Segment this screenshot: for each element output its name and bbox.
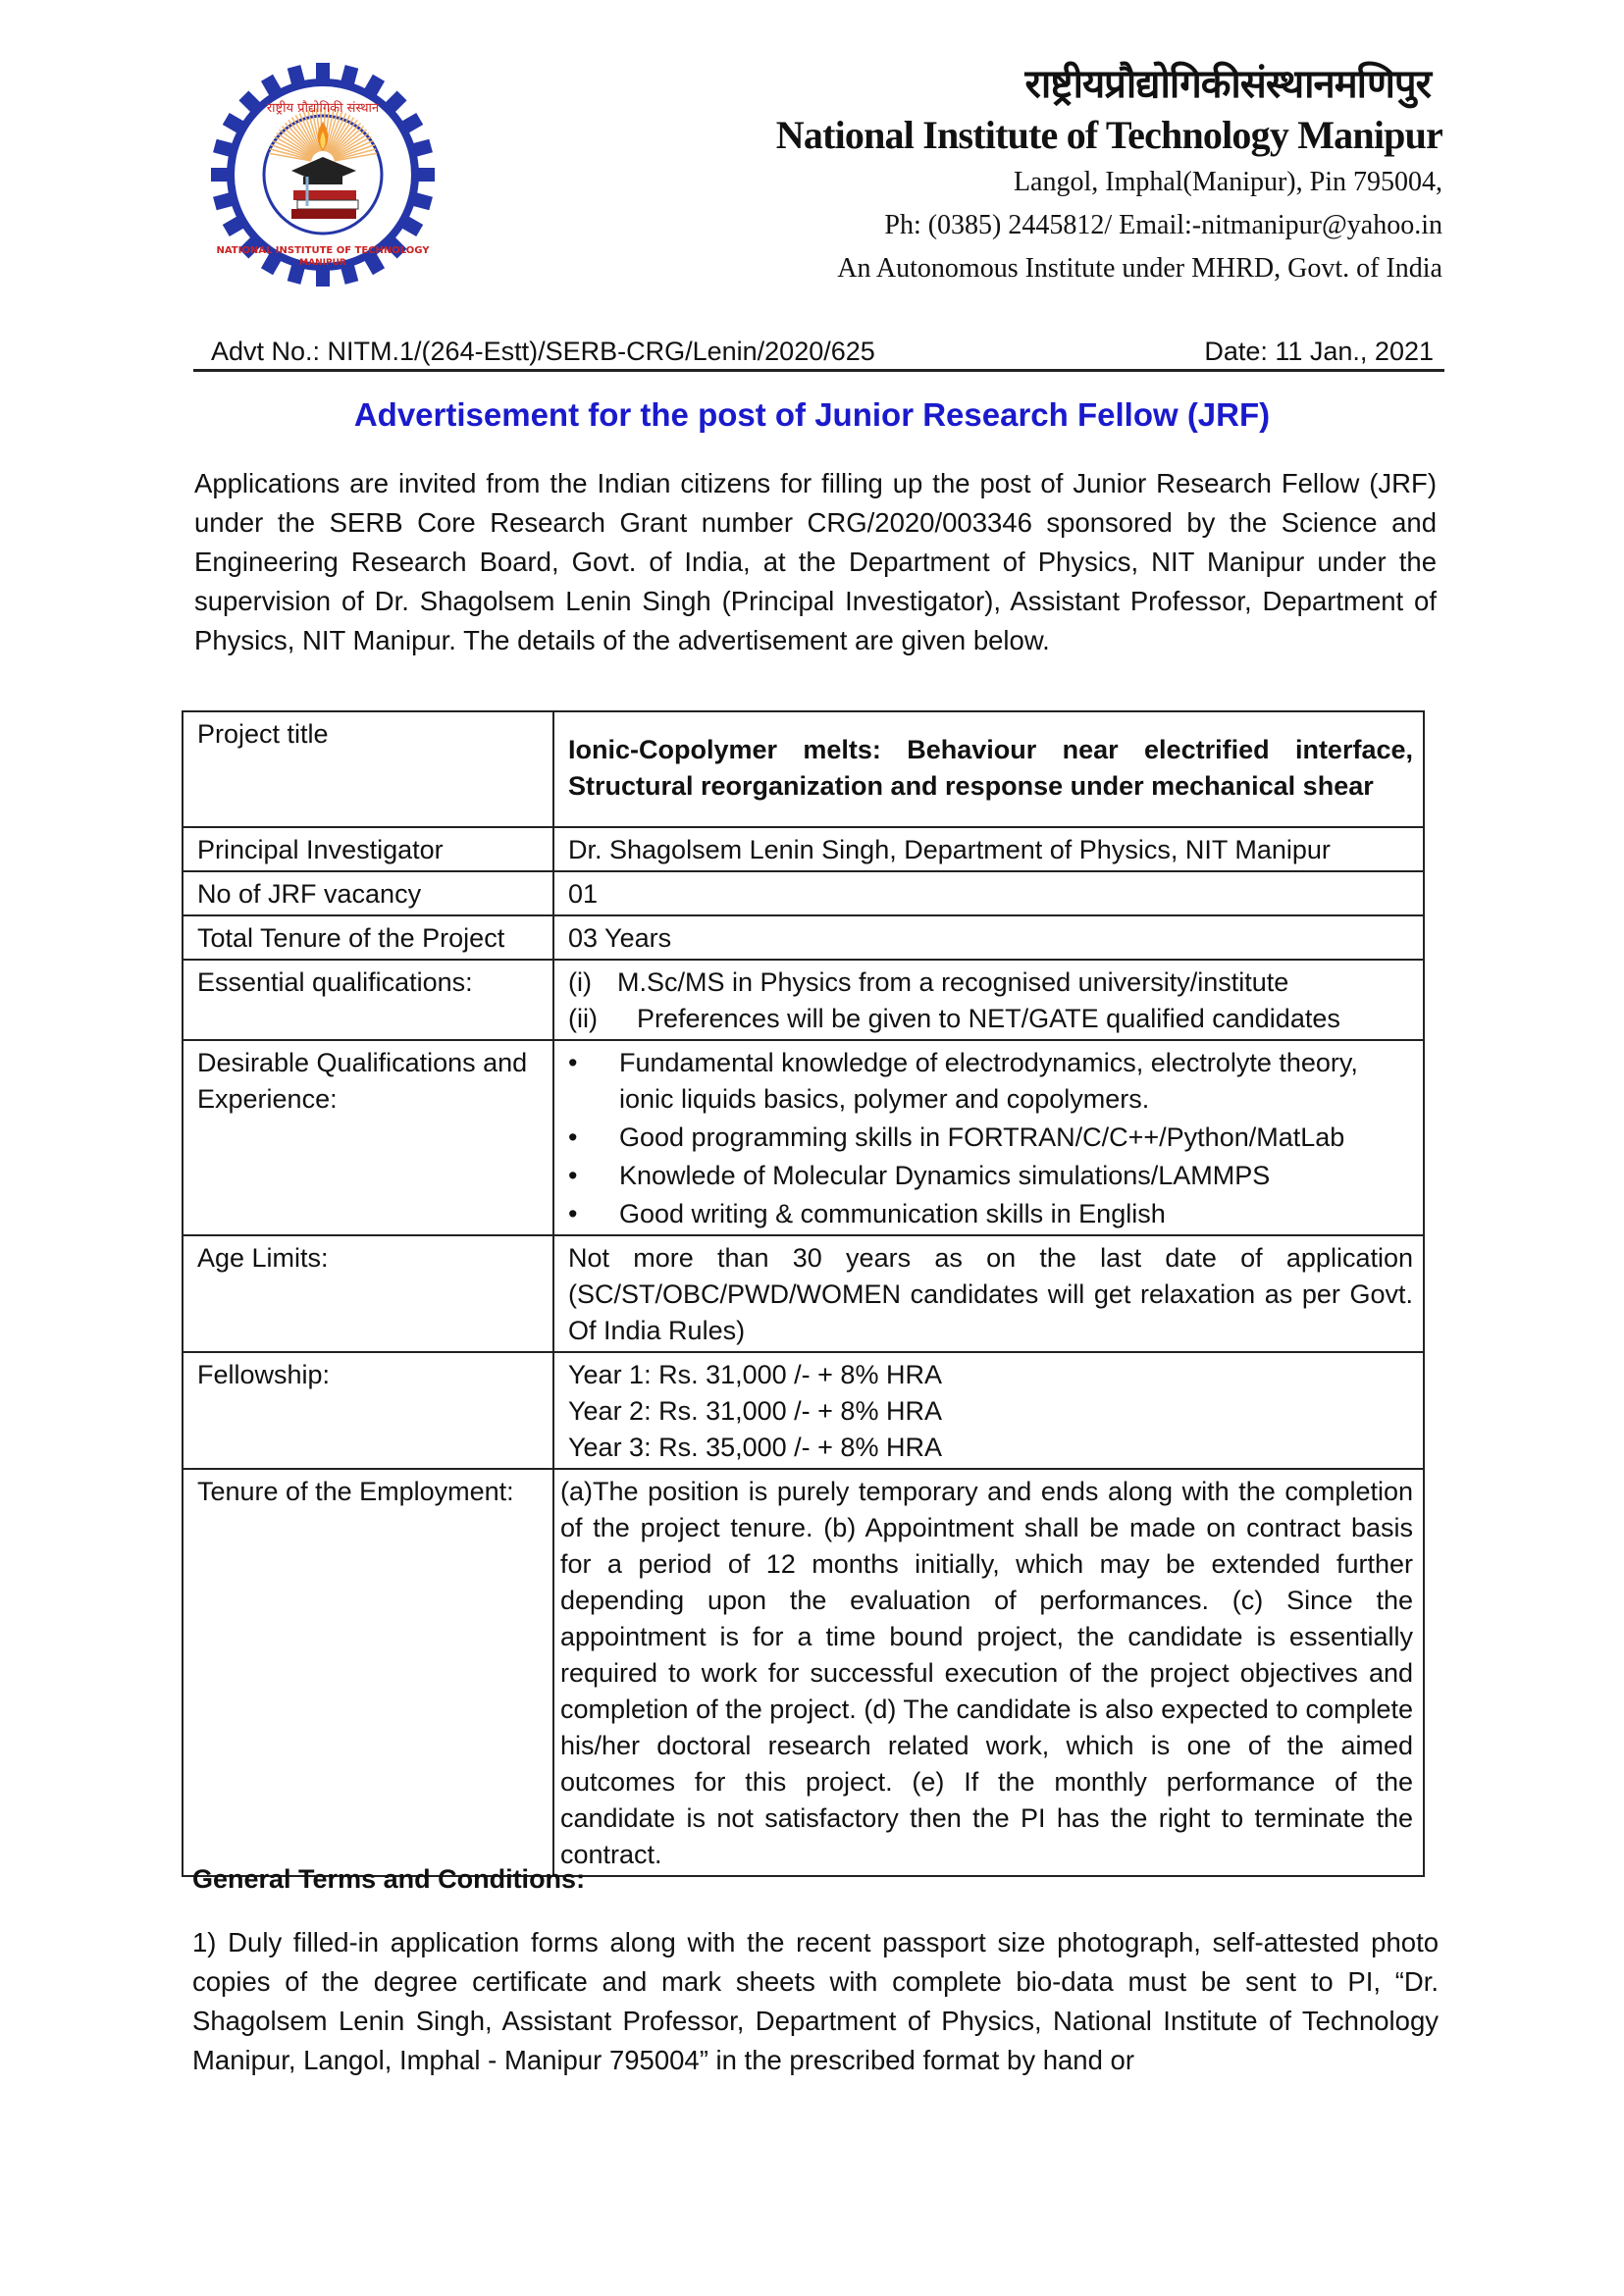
fellowship-year-2: Year 2: Rs. 31,000 /- + 8% HRA	[568, 1396, 942, 1426]
item-text: Preferences will be given to NET/GATE qualified candidates	[637, 1004, 1340, 1033]
table-row	[183, 1235, 1424, 1352]
institute-header	[776, 59, 1442, 290]
bullet-icon: •	[568, 1199, 578, 1228]
advt-info-row	[199, 332, 1445, 371]
row-label: Age Limits:	[183, 1235, 553, 1352]
row-label: Total Tenure of the Project	[183, 915, 553, 960]
bullet-icon: •	[568, 1048, 578, 1077]
item-number: (i)	[568, 967, 592, 997]
project-tenure-value: 03 Years	[553, 915, 1424, 960]
item-text: Fundamental knowledge of electrodynamics, electrolyte theory, ionic liquids basics, polymer and copolymers.	[619, 1048, 1358, 1114]
advt-number: Advt No.: NITM.1/(264-Estt)/SERB-CRG/Lenin/2020/625	[211, 337, 875, 366]
fellowship-year-1: Year 1: Rs. 31,000 /- + 8% HRA	[568, 1360, 942, 1389]
employment-tenure-value: (a)The position is purely temporary and ends along with the completion of the project tenure. (b) Appointment shall be made on contract basis for a period of 12 months initially, which may be extended further depending upon the evaluation of performances. (c) Since the appointment is for a time bound project, the candidate is essentially required to work for successful execution of the project objectives and completion of the project. (d) The candidate is also expected to complete his/her doctoral research related work, which is one of the aimed outcomes for this project. (e) If the monthly performance of the candidate is not satisfactory then the PI has the right to terminate the contract.	[553, 1469, 1424, 1876]
row-label: No of JRF vacancy	[183, 871, 553, 915]
fellowship-values	[553, 1352, 1424, 1469]
svg-text:NATIONAL INSTITUTE OF TECHNOLO: NATIONAL INSTITUTE OF TECHNOLOGY	[216, 245, 430, 256]
row-label: Essential qualifications:	[183, 960, 553, 1040]
project-title-value: Ionic-Copolymer melts: Behaviour near electrified interface, Structural reorganization and response under mechanical shear	[553, 711, 1424, 827]
table-row	[183, 827, 1424, 871]
essential-qualifications	[553, 960, 1424, 1040]
list-item	[568, 1001, 1413, 1037]
page-title: Advertisement for the post of Junior Research Fellow (JRF)	[353, 396, 1271, 433]
list-item	[568, 1120, 1413, 1156]
row-label: Fellowship:	[183, 1352, 553, 1469]
general-terms-item-1: 1) Duly filled-in application forms along with the recent passport size photograph, self-attested photo copies of the degree certificate and mark sheets with complete bio-data must be sent to PI, “Dr. Shagolsem Lenin Singh, Assistant Professor, Department of Physics, National Institute of Technology Manipur, Langol, Imphal - Manipur 795004” in the prescribed format by hand or	[192, 1927, 1439, 2075]
age-limit-value: Not more than 30 years as on the last date of application (SC/ST/OBC/PWD/WOMEN candidates will get relaxation as per Govt. Of India Rules)	[553, 1235, 1424, 1352]
details-table	[182, 710, 1425, 1877]
nit-manipur-emblem-icon	[209, 61, 437, 288]
svg-text:राष्ट्रीय प्रौद्योगिकी संस्थान: राष्ट्रीय प्रौद्योगिकी संस्थान	[266, 101, 380, 116]
table-row	[183, 871, 1424, 915]
item-number: (ii)	[568, 1004, 598, 1033]
table-row	[183, 1352, 1424, 1469]
item-text: Good programming skills in FORTRAN/C/C++/Python/MatLab	[619, 1122, 1345, 1152]
institute-contact: Ph: (0385) 2445812/ Email:-nitmanipur@yahoo.in	[884, 210, 1442, 240]
institute-name: National Institute of Technology Manipur	[775, 113, 1442, 157]
item-text: M.Sc/MS in Physics from a recognised university/institute	[617, 967, 1289, 997]
fellowship-year-3: Year 3: Rs. 35,000 /- + 8% HRA	[568, 1433, 942, 1462]
desirable-qualifications	[553, 1040, 1424, 1235]
row-label: Desirable Qualifications and Experience:	[183, 1040, 553, 1235]
table-row	[183, 1469, 1424, 1876]
item-text: Good writing & communication skills in English	[619, 1199, 1166, 1228]
table-row	[183, 1040, 1424, 1235]
table-row	[183, 711, 1424, 827]
general-terms-heading: General Terms and Conditions:	[192, 1864, 586, 1894]
table-row	[183, 915, 1424, 960]
row-label: Project title	[183, 711, 553, 827]
table-row	[183, 960, 1424, 1040]
row-label: Tenure of the Employment:	[183, 1469, 553, 1876]
institute-address: Langol, Imphal(Manipur), Pin 795004,	[1013, 167, 1442, 197]
list-item	[568, 1045, 1413, 1118]
intro-paragraph: Applications are invited from the Indian citizens for filling up the post of Junior Research Fellow (JRF) under the SERB Core Research Grant number CRG/2020/003346 sponsored by the Science and Engineering Research Board, Govt. of India, at the Department of Physics, NIT Manipur under the supervision of Dr. Shagolsem Lenin Singh (Principal Investigator), Assistant Professor, Department of Physics, NIT Manipur. The details of the advertisement are given below.	[194, 468, 1437, 655]
institute-logo	[209, 61, 437, 288]
list-item	[568, 1158, 1413, 1194]
item-text: Knowlede of Molecular Dynamics simulations/LAMMPS	[619, 1161, 1271, 1190]
pi-value: Dr. Shagolsem Lenin Singh, Department of Physics, NIT Manipur	[553, 827, 1424, 871]
list-item	[568, 965, 1413, 1001]
list-item	[568, 1196, 1413, 1232]
advt-date: Date: 11 Jan., 2021	[1204, 337, 1434, 366]
vacancy-value: 01	[553, 871, 1424, 915]
header-divider	[193, 369, 1444, 372]
bullet-icon: •	[568, 1161, 578, 1190]
institute-status: An Autonomous Institute under MHRD, Govt. of India	[837, 253, 1442, 284]
row-label: Principal Investigator	[183, 827, 553, 871]
bullet-icon: •	[568, 1122, 578, 1152]
svg-text:MANIPUR: MANIPUR	[299, 258, 346, 268]
institute-name-hindi: राष्ट्रीयप्रौद्योगिकीसंस्थानमणिपुर	[1024, 62, 1431, 107]
